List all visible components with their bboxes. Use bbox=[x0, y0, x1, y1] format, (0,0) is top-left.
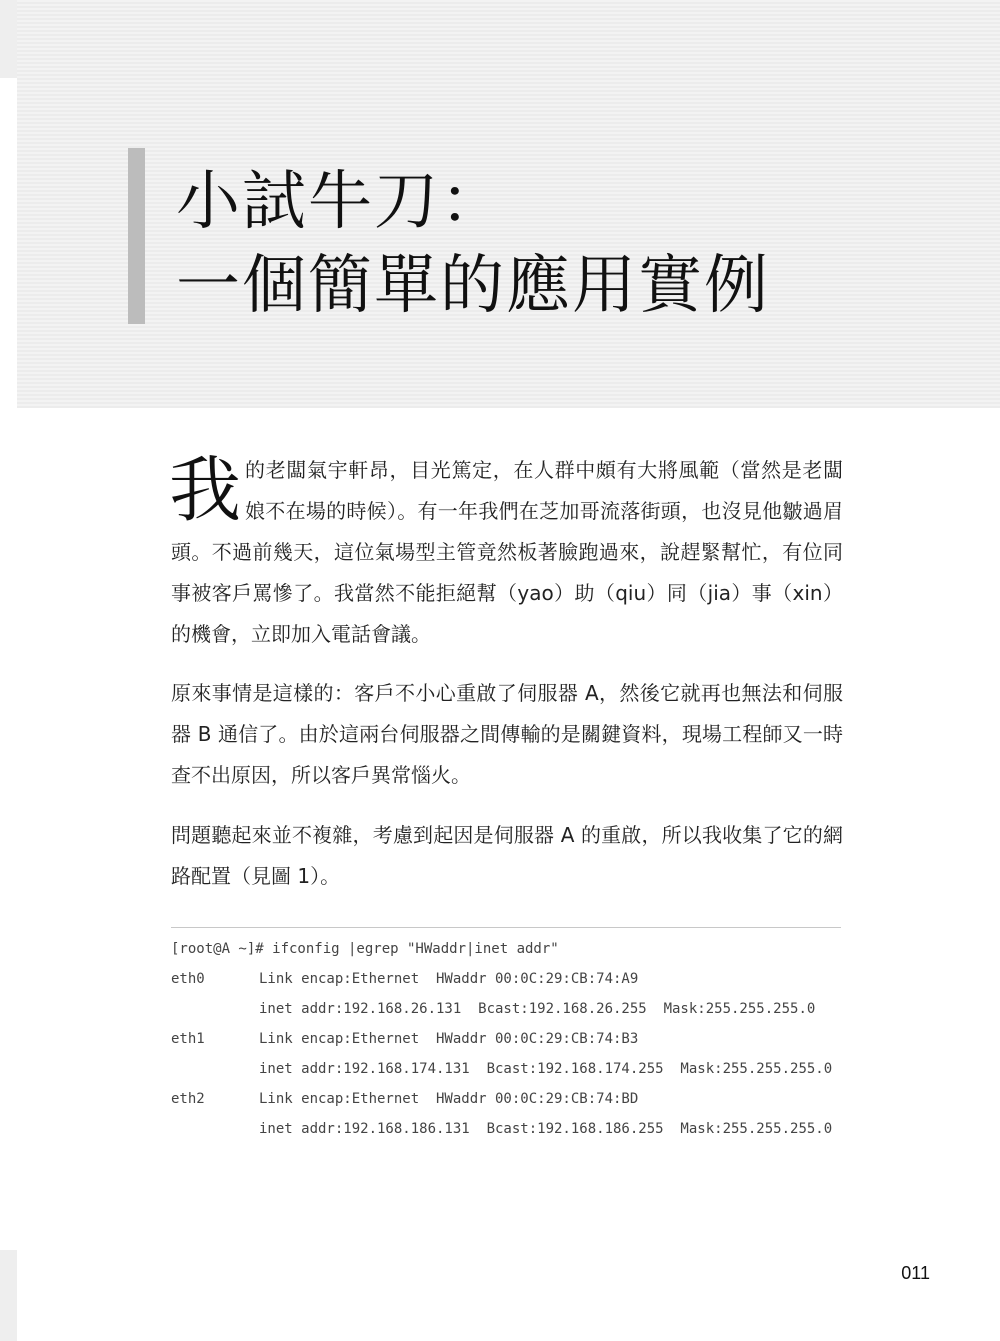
code-row bbox=[171, 1024, 851, 1054]
chapter-title bbox=[176, 160, 770, 328]
chapter-title-line-1: 小試牛刀： bbox=[176, 165, 506, 239]
code-divider bbox=[171, 927, 841, 928]
code-text: Link encap:Ethernet HWaddr 00:0C:29:CB:74:A9 bbox=[259, 971, 639, 987]
code-iface: eth0 bbox=[171, 971, 205, 987]
code-iface bbox=[171, 1114, 259, 1144]
left-edge-strip-top bbox=[0, 0, 17, 78]
page-number: 011 bbox=[901, 1263, 930, 1283]
code-command: [root@A ~]# ifconfig |egrep "HWaddr|inet addr" bbox=[171, 941, 559, 957]
drop-cap: 我 bbox=[169, 448, 242, 532]
code-row bbox=[171, 1054, 851, 1084]
title-accent-bar bbox=[128, 148, 145, 324]
code-iface bbox=[171, 1054, 259, 1084]
code-text: inet addr:192.168.186.131 Bcast:192.168.186.255 Mask:255.255.255.0 bbox=[259, 1121, 833, 1137]
code-block bbox=[171, 934, 851, 1144]
paragraph-3: 問題聽起來並不複雜，考慮到起因是伺服器 A 的重啟，所以我收集了它的網路配置（見圖 1）。 bbox=[171, 823, 843, 888]
left-edge-strip-bottom bbox=[0, 1250, 17, 1341]
code-iface: eth1 bbox=[171, 1031, 205, 1047]
code-row bbox=[171, 994, 851, 1024]
code-text: inet addr:192.168.174.131 Bcast:192.168.174.255 Mask:255.255.255.0 bbox=[259, 1061, 833, 1077]
code-iface: eth2 bbox=[171, 1091, 205, 1107]
code-iface bbox=[171, 994, 259, 1024]
paragraph-1-text: 的老闆氣宇軒昂，目光篤定，在人群中頗有大將風範（當然是老闆娘不在場的時候）。有一年我們在芝加哥流落街頭，也沒見他皺過眉頭。不過前幾天，這位氣場型主管竟然板著臉跑過來，說趕緊幫忙，有位同事被客戶罵慘了。我當然不能拒絕幫（yao）助（qiu）同（jia）事（xin）的機會，立即加入電話會議。 bbox=[171, 458, 843, 646]
paragraph-2: 原來事情是這樣的：客戶不小心重啟了伺服器 A，然後它就再也無法和伺服器 B 通信了。由於這兩台伺服器之間傳輸的是關鍵資料，現場工程師又一時查不出原因，所以客戶異常惱火。 bbox=[171, 681, 843, 787]
code-text: Link encap:Ethernet HWaddr 00:0C:29:CB:74:B3 bbox=[259, 1031, 639, 1047]
paragraph-1 bbox=[171, 450, 843, 655]
code-text: Link encap:Ethernet HWaddr 00:0C:29:CB:74:BD bbox=[259, 1091, 639, 1107]
code-row bbox=[171, 1114, 851, 1144]
chapter-title-line-2: 一個簡單的應用實例 bbox=[176, 249, 770, 323]
code-command-line bbox=[171, 934, 851, 964]
code-row bbox=[171, 964, 851, 994]
code-text: inet addr:192.168.26.131 Bcast:192.168.26.255 Mask:255.255.255.0 bbox=[259, 1001, 816, 1017]
code-row bbox=[171, 1084, 851, 1114]
